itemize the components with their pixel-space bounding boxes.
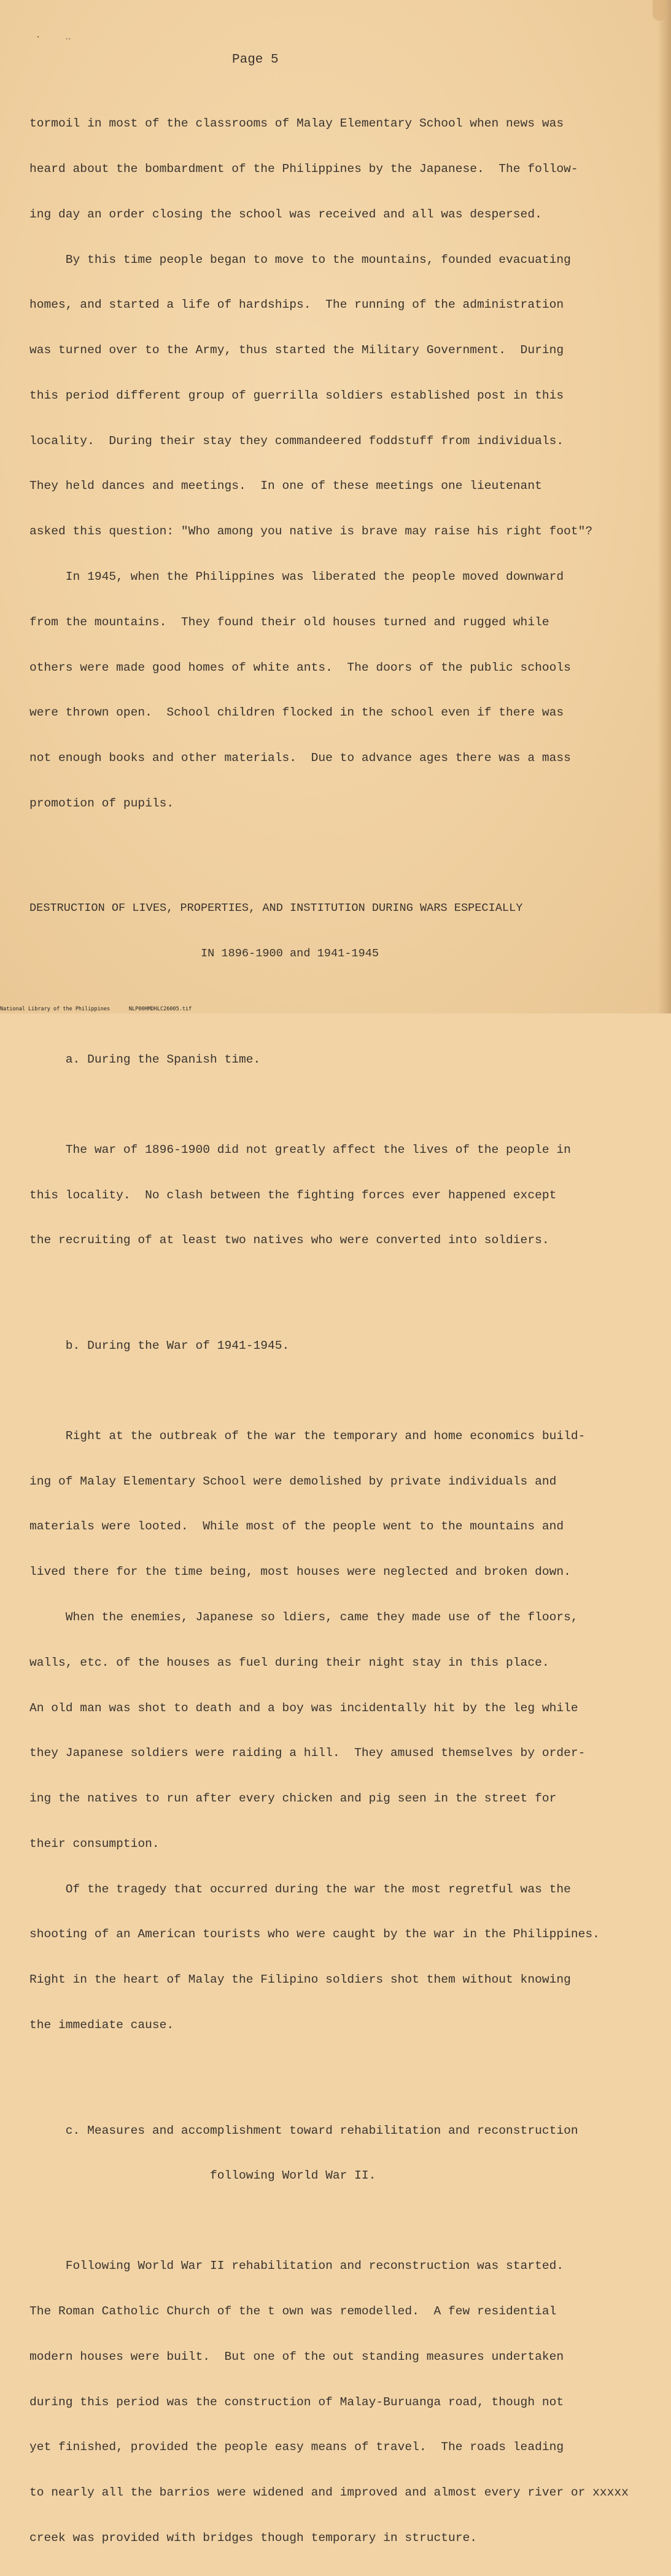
text-line: The war of 1896-1900 did not greatly affect the lives of the people in [29, 1142, 571, 1157]
text-line: They held dances and meetings. In one of these meetings one lieutenant [29, 479, 542, 493]
text-line: they Japanese soldiers were raiding a hill. They amused themselves by order- [29, 1746, 586, 1760]
text-line: the immediate cause. [29, 2018, 174, 2032]
text-line: locality. During their stay they commandeered foddstuff from individuals. [29, 434, 564, 448]
text-line: the recruiting of at least two natives who were converted into soldiers. [29, 1233, 549, 1247]
text-line: lived there for the time being, most houses were neglected and broken down. [29, 1565, 571, 1579]
text-line: yet finished, provided the people easy means of travel. The roads leading [29, 2440, 564, 2454]
section-heading: IN 1896-1900 and 1941-1945 [29, 947, 379, 961]
page-number: Page 5 [232, 53, 279, 67]
body-text [29, 86, 668, 2576]
text-line: walls, etc. of the houses as fuel during their night stay in this place. [29, 1655, 549, 1669]
text-line: this period different group of guerrilla soldiers established post in this [29, 388, 564, 402]
text-line: By this time people began to move to the mountains, founded evacuating [29, 252, 571, 267]
section-heading: DESTRUCTION OF LIVES, PROPERTIES, AND INSTITUTION DURING WARS ESPECIALLY [29, 902, 523, 915]
text-line: shooting of an American tourists who were caught by the war in the Philippines. [29, 1927, 600, 1942]
text-line: In 1945, when the Philippines was liberated the people moved downward [29, 570, 564, 584]
text-line: Of the tragedy that occurred during the war the most regretful was the [29, 1882, 571, 1896]
text-line: tormoil in most of the classrooms of Malay Elementary School when news was [29, 117, 564, 131]
text-line: asked this question: "Who among you native is brave may raise his right foot"? [29, 525, 593, 539]
text-line: were thrown open. School children flocked in the school even if there was [29, 706, 564, 720]
text-line: When the enemies, Japanese so ldiers, came they made use of the floors, [29, 1610, 578, 1624]
text-line: ing of Malay Elementary School were demolished by private individuals and [29, 1474, 557, 1488]
text-line: materials were looted. While most of the people went to the mountains and [29, 1520, 564, 1534]
ink-specks: ·‥ [36, 33, 96, 42]
text-line: heard about the bombardment of the Philippines by the Japanese. The follow- [29, 162, 578, 176]
text-line: homes, and started a life of hardships. The running of the administration [29, 298, 564, 312]
subheading-c: following World War II. [29, 2169, 376, 2183]
text-line: ing day an order closing the school was received and all was despersed. [29, 207, 542, 221]
text-line: was turned over to the Army, thus started the Military Government. During [29, 343, 564, 357]
text-line: modern houses were built. But one of the out standing measures undertaken [29, 2349, 564, 2363]
subheading-a: a. During the Spanish time. [29, 1052, 261, 1066]
text-line: their consumption. [29, 1836, 160, 1851]
text-line: ing the natives to run after every chicken and pig seen in the street for [29, 1792, 557, 1806]
text-line: this locality. No clash between the fighting forces ever happened except [29, 1188, 557, 1202]
text-line: The Roman Catholic Church of the t own was remodelled. A few residential [29, 2305, 557, 2319]
paper-corner-stain [653, 0, 666, 21]
text-line: An old man was shot to death and a boy was incidentally hit by the leg while [29, 1701, 578, 1715]
text-line: not enough books and other materials. Due to advance ages there was a mass [29, 751, 571, 765]
text-line: during this period was the construction of Malay-Buruanga road, though not [29, 2395, 564, 2409]
text-line: others were made good homes of white ants. The doors of the public schools [29, 660, 571, 674]
text-line: Right at the outbreak of the war the temporary and home economics build- [29, 1429, 586, 1443]
subheading-b: b. During the War of 1941-1945. [29, 1338, 290, 1352]
text-line: Right in the heart of Malay the Filipino soldiers shot them without knowing [29, 1973, 571, 1987]
archive-footer [0, 1006, 192, 1012]
text-line: Following World War II rehabilitation and reconstruction was started. [29, 2259, 564, 2273]
file-id: NLP00HMDHLC26005.tif [128, 1006, 192, 1012]
text-line: promotion of pupils. [29, 796, 174, 810]
library-credit: National Library of the Philippines [0, 1006, 111, 1012]
text-line: creek was provided with bridges though temporary in structure. [29, 2531, 478, 2545]
text-line: to nearly all the barrios were widened and improved and almost every river or xxxxx [29, 2486, 629, 2500]
text-line: from the mountains. They found their old houses turned and rugged while [29, 615, 549, 629]
subheading-c: c. Measures and accomplishment toward rehabilitation and reconstruction [29, 2123, 578, 2137]
